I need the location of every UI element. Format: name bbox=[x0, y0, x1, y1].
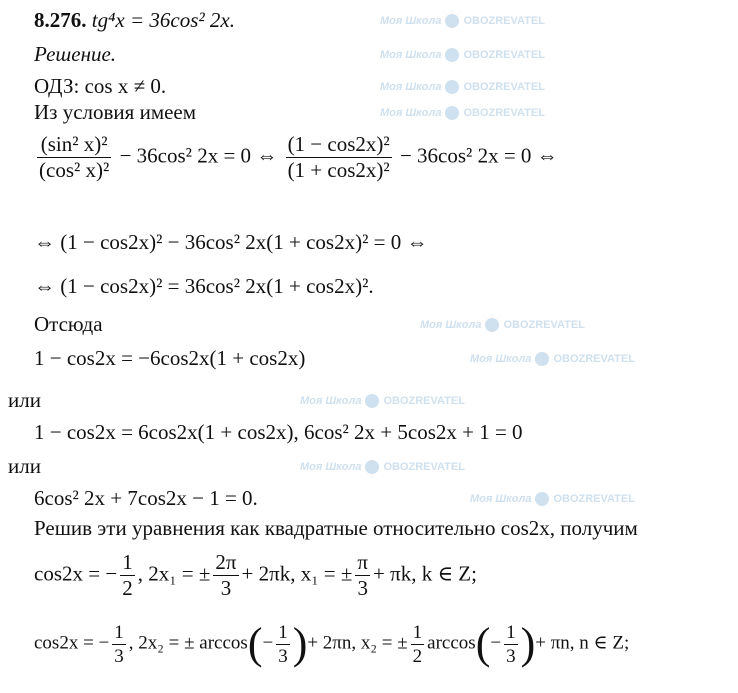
watermark-logo-icon bbox=[365, 394, 379, 408]
denominator: 2 bbox=[412, 645, 423, 667]
solution-label: Решение. bbox=[34, 42, 117, 66]
odz-label: ОДЗ: bbox=[34, 74, 80, 98]
paren: ( bbox=[475, 619, 491, 668]
watermark-text: Моя Школа bbox=[420, 319, 482, 331]
solution-1 bbox=[34, 552, 477, 599]
fraction bbox=[355, 552, 370, 599]
numerator: (1 − cos2x)² bbox=[287, 132, 390, 156]
equation-5: 1 − cos2x = 6cos2x(1 + cos2x), 6cos² 2x + 5cos2x + 1 = 0 bbox=[34, 420, 523, 444]
watermark bbox=[300, 394, 465, 408]
watermark bbox=[470, 352, 635, 366]
watermark-logo-icon bbox=[445, 106, 459, 120]
fraction bbox=[504, 623, 518, 666]
watermark-text: OBOZREVATEL bbox=[463, 49, 545, 61]
equation-4: 1 − cos2x = −6cos2x(1 + cos2x) bbox=[34, 346, 306, 370]
fraction bbox=[112, 623, 126, 666]
numerator: (sin² x)² bbox=[37, 134, 111, 158]
equation-part: , 2x₂ = ± arccos bbox=[128, 632, 248, 654]
or-text: или bbox=[8, 388, 41, 412]
equation-part: arccos bbox=[427, 632, 476, 654]
fraction bbox=[276, 623, 290, 666]
equation-part: − 36cos² 2x = 0 ⇔ bbox=[119, 143, 278, 168]
watermark-logo-icon bbox=[485, 318, 499, 332]
watermark-text: OBOZREVATEL bbox=[553, 353, 635, 365]
watermark-text: Моя Школа bbox=[300, 395, 362, 407]
paren: ( bbox=[247, 619, 263, 668]
watermark-text: OBOZREVATEL bbox=[463, 107, 545, 119]
denominator: 2 bbox=[122, 576, 133, 600]
fraction bbox=[213, 552, 238, 599]
watermark bbox=[470, 492, 635, 506]
watermark bbox=[380, 106, 545, 120]
watermark bbox=[380, 80, 545, 94]
equation-1 bbox=[34, 134, 558, 181]
problem-equation: tg⁴x = 36cos² 2x. bbox=[91, 8, 235, 32]
watermark-text: Моя Школа bbox=[380, 107, 442, 119]
watermark-logo-icon bbox=[445, 48, 459, 62]
watermark-text: Моя Школа bbox=[380, 15, 442, 27]
equation-part: − 36cos² 2x = 0 ⇔ bbox=[399, 143, 558, 168]
solve-text: Решив эти уравнения как квадратные относительно cos2x, получим bbox=[34, 516, 638, 540]
fraction bbox=[37, 134, 111, 181]
watermark-text: OBOZREVATEL bbox=[553, 493, 635, 505]
denominator: 3 bbox=[357, 576, 368, 600]
equation-part: + 2πk, x₁ = ± bbox=[241, 561, 353, 586]
denominator: 3 bbox=[506, 645, 516, 667]
fraction bbox=[411, 623, 425, 666]
denominator: 3 bbox=[114, 645, 124, 667]
watermark-text: Моя Школа bbox=[470, 493, 532, 505]
or-text: или bbox=[8, 454, 41, 478]
watermark-text: Моя Школа bbox=[470, 353, 532, 365]
equation-part: cos2x = − bbox=[34, 561, 118, 586]
watermark-text: Моя Школа bbox=[380, 81, 442, 93]
equation-part: + πn, n ∈ Z; bbox=[535, 632, 630, 654]
watermark-text: OBOZREVATEL bbox=[383, 395, 465, 407]
numerator: 1 bbox=[278, 621, 288, 643]
paren: ) bbox=[520, 619, 536, 668]
watermark-logo-icon bbox=[365, 460, 379, 474]
watermark-text: OBOZREVATEL bbox=[463, 81, 545, 93]
denominator: 3 bbox=[278, 645, 288, 667]
watermark bbox=[380, 14, 545, 28]
hence-text: Отсюда bbox=[34, 312, 103, 336]
watermark bbox=[300, 460, 465, 474]
numerator: 1 bbox=[506, 621, 516, 643]
watermark-logo-icon bbox=[535, 352, 549, 366]
equation-part: + 2πn, x₂ = ± bbox=[307, 632, 408, 654]
equation-part: cos2x = − bbox=[34, 632, 110, 654]
odz-line bbox=[34, 76, 166, 97]
problem-number: 8.276. bbox=[34, 8, 87, 32]
equation-part: − bbox=[490, 632, 502, 654]
solution-2 bbox=[34, 619, 630, 668]
equation-part: , 2x₁ = ± bbox=[137, 561, 211, 586]
watermark bbox=[420, 318, 585, 332]
equation-2: ⇔ (1 − cos2x)² − 36cos² 2x(1 + cos2x)² = 0 ⇔ bbox=[34, 230, 428, 254]
watermark-text: Моя Школа bbox=[300, 461, 362, 473]
watermark-text: OBOZREVATEL bbox=[503, 319, 585, 331]
watermark-logo-icon bbox=[535, 492, 549, 506]
paren: ) bbox=[292, 619, 308, 668]
watermark-text: OBOZREVATEL bbox=[463, 15, 545, 27]
problem-statement bbox=[34, 10, 235, 31]
fraction bbox=[120, 552, 135, 599]
numerator: 2π bbox=[215, 550, 237, 574]
fraction bbox=[286, 134, 392, 181]
watermark-logo-icon bbox=[445, 14, 459, 28]
numerator: 1 bbox=[114, 621, 124, 643]
intro-text: Из условия имеем bbox=[34, 100, 197, 124]
denominator: (1 + cos2x)² bbox=[287, 158, 390, 182]
odz-condition: cos x ≠ 0. bbox=[84, 74, 167, 98]
equation-6: 6cos² 2x + 7cos2x − 1 = 0. bbox=[34, 486, 258, 510]
watermark-text: Моя Школа bbox=[380, 49, 442, 61]
equation-3: ⇔ (1 − cos2x)² = 36cos² 2x(1 + cos2x)². bbox=[34, 274, 374, 298]
numerator: π bbox=[357, 550, 368, 574]
watermark bbox=[380, 48, 545, 62]
equation-part: − bbox=[262, 632, 274, 654]
equation-part: + πk, k ∈ Z; bbox=[373, 561, 477, 586]
denominator: (cos² x)² bbox=[39, 158, 110, 182]
numerator: 1 bbox=[122, 550, 133, 574]
watermark-logo-icon bbox=[445, 80, 459, 94]
watermark-text: OBOZREVATEL bbox=[383, 461, 465, 473]
denominator: 3 bbox=[220, 576, 232, 600]
numerator: 1 bbox=[412, 621, 423, 643]
